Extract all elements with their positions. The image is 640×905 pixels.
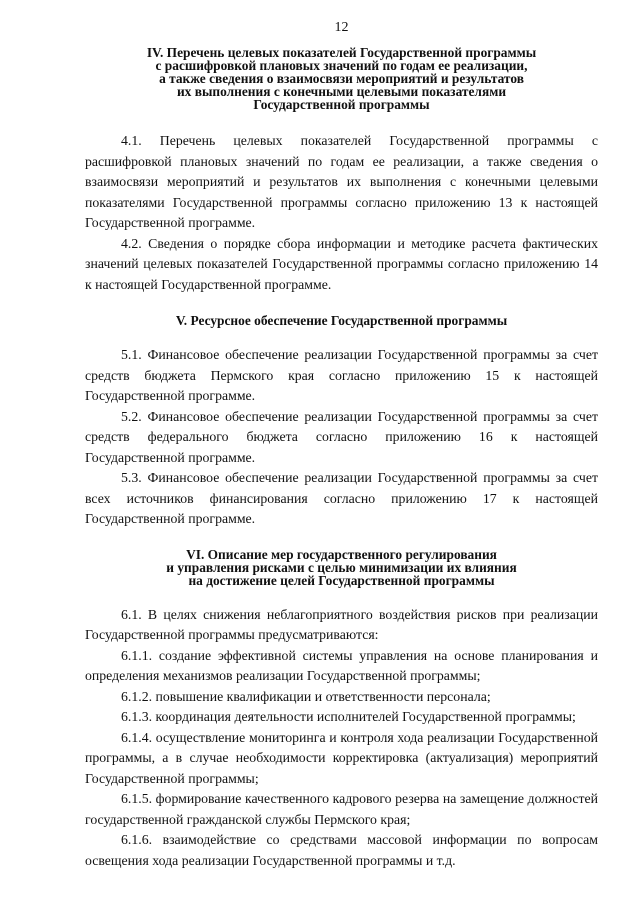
- paragraph-6-1-1: 6.1.1. создание эффективной системы управления на основе планирования и определения механизмов реализации Государственной программы;: [85, 647, 598, 683]
- paragraph-6-1: 6.1. В целях снижения неблагоприятного воздействия рисков при реализации Государственной программы предусматриваются:: [85, 606, 598, 642]
- section-5-heading: V. Ресурсное обеспечение Государственной программы: [175, 313, 508, 328]
- section-4-heading-line: с расшифровкой плановых значений по годам ее реализации,: [155, 58, 528, 73]
- section-4-heading-line: IV. Перечень целевых показателей Государственной программы: [146, 45, 537, 60]
- paragraph-4-1: 4.1. Перечень целевых показателей Государственной программы с расшифровкой плановых значений по годам ее реализации, а также сведения о взаимосвязи мероприятий и результатов их выполнения с конечными целевыми показателями Государственной программы согласно приложению 13 к настоящей Государственной программе.: [85, 133, 598, 230]
- section-6: [85, 548, 598, 872]
- paragraph-6-1-2: 6.1.2. повышение квалификации и ответственности персонала;: [121, 688, 491, 704]
- paragraph-5-2: 5.2. Финансовое обеспечение реализации Государственной программы за счет средств федерального бюджета согласно приложению 16 к настоящей Государственной программе.: [85, 408, 598, 465]
- section-4-heading: [85, 46, 598, 111]
- paragraph-6-1-3: 6.1.3. координация деятельности исполнителей Государственной программы;: [121, 709, 576, 724]
- section-5: [85, 314, 598, 530]
- paragraph-6-1-4: 6.1.4. осуществление мониторинга и контроля хода реализации Государственной программы, а в случае необходимости корректировка (актуализация) мероприятий Государственной программы;: [85, 729, 598, 786]
- section-4-heading-line: их выполнения с конечными целевыми показателями: [176, 84, 507, 99]
- paragraph-4-2: 4.2. Сведения о порядке сбора информации и методике расчета фактических значений целевых показателей Государственной программы согласно приложению 14 к настоящей Государственной программе.: [85, 235, 598, 292]
- section-6-heading-line: и управления рисками с целью минимизации их влияния: [166, 559, 517, 575]
- paragraph-5-1: 5.1. Финансовое обеспечение реализации Государственной программы за счет средств бюджета Пермского края согласно приложению 15 к настоящей Государственной программе.: [85, 347, 598, 403]
- paragraph-6-1-6: 6.1.6. взаимодействие со средствами массовой информации по вопросам освещения хода реализации Государственной программы и т.д.: [85, 832, 598, 868]
- section-6-heading-line: на достижение целей Государственной программы: [188, 572, 495, 588]
- page-number: 12: [334, 20, 349, 35]
- section-4-heading-line: Государственной программы: [253, 97, 430, 112]
- section-4-heading-line: а также сведения о взаимосвязи мероприятий и результатов: [159, 71, 524, 86]
- section-4: [85, 46, 598, 295]
- section-6-heading-line: VI. Описание мер государственного регулирования: [186, 546, 497, 562]
- section-6-heading: [85, 548, 598, 587]
- paragraph-6-1-5: 6.1.5. формирование качественного кадрового резерва на замещение должностей государственной гражданской службы Пермского края;: [85, 791, 598, 827]
- paragraph-5-3: 5.3. Финансовое обеспечение реализации Государственной программы за счет всех источников финансирования согласно приложению 17 к настоящей Государственной программе.: [85, 470, 598, 526]
- document-page: [85, 20, 598, 871]
